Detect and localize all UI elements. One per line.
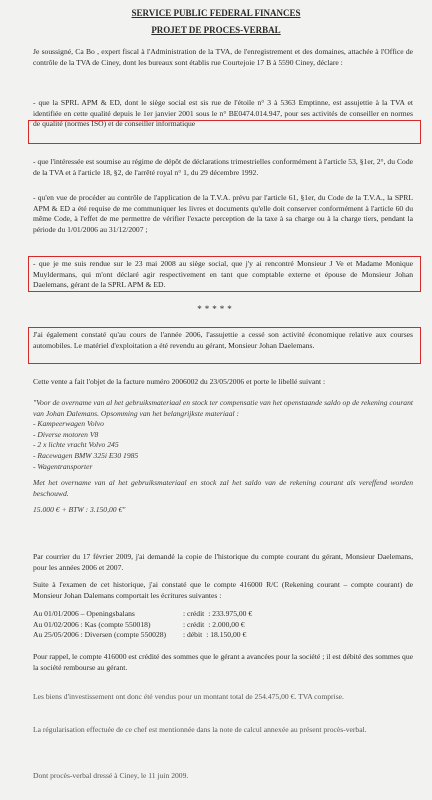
document-title: SERVICE PUBLIC FEDERAL FINANCES (131, 8, 301, 18)
document-subtitle: PROJET DE PROCES-VERBAL (151, 25, 281, 35)
ledger-date: Au 01/02/2006 : Kas (compte 550018) (33, 619, 151, 629)
quote-intro: "Voor de overname van al het gebruiksmateriaal en stock ter compensatie van het openstaande saldo op de rekening courant van Johan Dalemans. Opsomming van het belangrijkste materiaal : (33, 398, 413, 418)
paragraph-facture: Cette vente a fait l'objet de la facture numéro 2006002 du 23/05/2006 et porte le libellé suivant : (33, 377, 326, 386)
ledger-amount: : 18.150,00 € (206, 630, 247, 640)
section-separator: ***** (197, 304, 235, 314)
ledger-row (33, 620, 413, 631)
quote-item-list (33, 419, 413, 472)
intro-paragraph: Je soussigné, Ca Bo , expert fiscal à l'Administration de la TVA, de l'enregistrement et des domaines, attachée à l'Office de contrôle de la TVA de Ciney, dont les bureaux sont établis rue Courtejoie 17 B à 5590 Ciney, déclare : (33, 47, 413, 67)
ledger-type: : crédit (183, 619, 205, 629)
ledger-type: : débit (183, 630, 203, 640)
paragraph-identification-text: - que la SPRL APM & ED, dont le siège social est sis rue de l'étoile n° 3 à 5363 Emptinne, est assujettie à la TVA et identifiée en cette qualité depuis le 1er janvier 2001 sous le n° (33, 98, 413, 118)
quote-end: Met het overname van al het gebruiksmateriaal en stock zal het saldo van de rekening courant als vereffend worden beschouwd. (33, 478, 413, 498)
ledger-row (33, 609, 413, 620)
paragraph-rappel: Pour rappel, le compte 416000 est crédité des sommes que le gérant a avancées pour la société ; il est débité des sommes que la société rembourse au gérant. (33, 652, 413, 672)
ledger-amount: : 2.000,00 € (208, 619, 245, 629)
paragraph-courrier: Par courrier du 17 février 2009, j'ai demandé la copie de l'historique du compte courant du gérant, Monsieur Daelemans, pour les années 2006 et 2007. (33, 552, 413, 572)
ledger-date: Au 25/05/2006 : Diversen (compte 550028) (33, 630, 167, 640)
quote-item: - Diverse motoren V8 (33, 429, 99, 439)
highlight-box-1 (28, 120, 421, 144)
ledger-amount: : 233.975,00 € (208, 609, 253, 618)
paragraph-controle: - qu'en vue de procéder au contrôle de l'application de la T.V.A. prévu par l'article 61, §1er, du Code de la T.V.A., la SPRL APM & ED a été requise de me communiquer les livres et documents qu'elle doit conserver conformément à l'article 60 du même Code, à l'effet de me permettre de vérifier l'exacte perception de la taxe à sa charge ou à la charge tiers, pendant la période du 1/01/2006 au 31/12/2007 ; (33, 193, 413, 234)
quote-amount: 15.000 € + BTW : 3.150,00 €" (33, 505, 126, 515)
closing-line: Dont procès-verbal dressé à Ciney, le 11 juin 2009. (33, 771, 189, 780)
paragraph-cessation: J'ai également constaté qu'au cours de l'année 2006, l'assujettie a cessé son activité économique relative aux courses automobiles. Le matériel d'exploitation a été revendu au gérant, Monsieur Johan Daelemans. (33, 330, 413, 350)
paragraph-regime: - que l'intéressée est soumise au régime de dépôt de déclarations trimestrielles conformément à l'article 53, §1er, 2°, du Code de la TVA et à l'article 18, §2, de l'arrêté royal n° 1, du 29 décembre 1992. (33, 157, 413, 177)
highlight-box-2 (28, 256, 421, 292)
ledger-row (33, 630, 413, 641)
ledger-entries (33, 609, 413, 641)
paragraph-identification-highlight: BE0474.014.947, pour ses activités de conseiller en normes de qualité (normes ISO) et de conseiller informatique (33, 108, 413, 129)
highlight-box-3 (28, 327, 421, 364)
invoice-quote (33, 398, 413, 516)
quote-item: - Kampeerwagen Volvo (33, 419, 104, 429)
ledger-date: Au 01/01/2006 – Openingsbalans (33, 609, 135, 618)
paragraph-historique: Suite à l'examen de cet historique, j'ai constaté que le compte 416000 R/C (Rekening courant – compte courant) de Monsieur Johan Dalemans comportait les écritures suivantes : (33, 580, 413, 600)
ledger-type: : crédit (183, 609, 205, 618)
quote-item: - Racewagen BMW 325i E30 1985 (33, 450, 139, 460)
paragraph-total: Les biens d'investissement ont donc été vendus pour un montant total de 254.475,00 €. TVA comprise. (33, 692, 344, 701)
quote-item: - Wagentransporter (33, 461, 93, 471)
paragraph-regularisation: La régularisation effectuée de ce chef est mentionnée dans la note de calcul annexée au présent procès-verbal. (33, 725, 367, 734)
quote-item: - 2 x lichte vracht Volvo 245 (33, 440, 119, 450)
paragraph-visite: - que je me suis rendue sur le 23 mai 2008 au siège social, que j'y ai rencontré Monsieur J Ve et Madame Monique Muyldermans, qui m'ont déclaré agir respectivement en tant que comptable externe et épouse de Monsieur Johan Daelemans, gérant de la SPRL APM & ED. (33, 259, 413, 290)
